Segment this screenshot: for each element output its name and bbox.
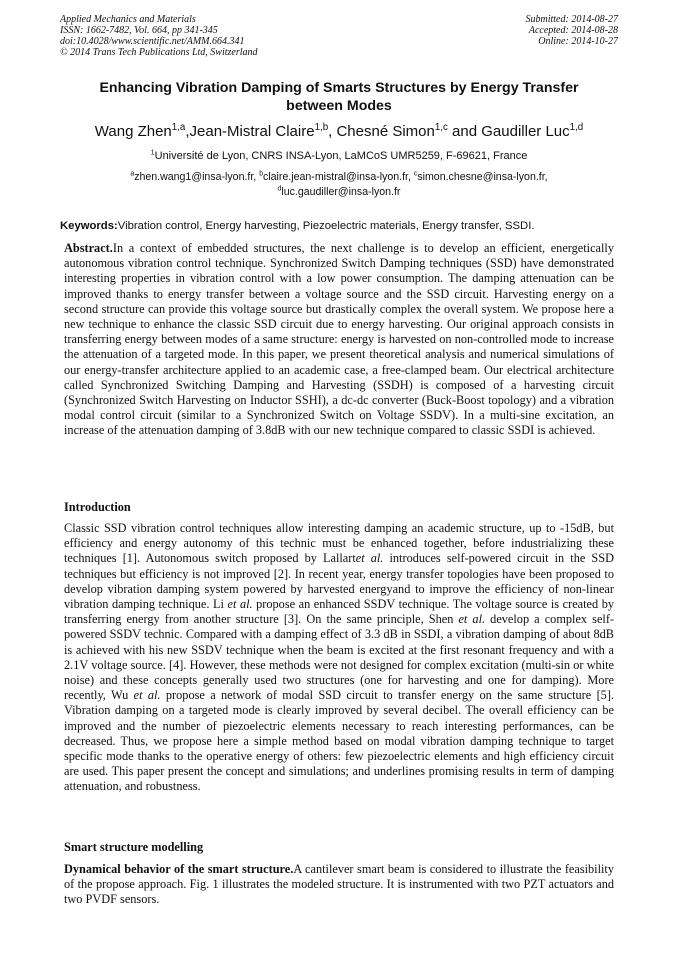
affiliation-text: Université de Lyon, CNRS INSA-Lyon, LaMCoS UMR5259, F-69621, France [154, 150, 528, 162]
smart-structure-paragraph [64, 862, 614, 908]
email-mark: b [259, 170, 264, 178]
author-affiliation-mark: 1,a [171, 122, 186, 133]
email-link[interactable]: zhen.wang1@insa-lyon.fr, [134, 171, 260, 183]
author-name: Jean-Mistral Claire [189, 123, 315, 140]
citation-etal: et al. [458, 612, 486, 627]
paragraph-text: develop a complex self-powered SSDV technic. Compared with a damping effect of 3.3 dB in SSDI, a vibration damping of about 8dB is achieved with his new SSDV technique when the beam is excited at the first resonant frequency and with a 2.1V voltage source. [4]. However, these methods were not designed for complex excitation (multi-sin or white noise) and these concepts generally used two structures (one for harvesting and one for damping). More recently, Wu [64, 612, 615, 703]
abstract-text: In a context of embedded structures, the next challenge is to develop an efficient, energetically autonomous vibration control technique. Synchronized Switch Damping techniques (SSD) have demonstrated interesting properties in vibration control with a low power consumption. The damping attenuation can be improved thanks to energy transfer between a voltage source and the SSD circuit. Harvesting energy on a second structure can provide this voltage source but drastically complex the overall system. We propose here a new technique to enhance the classic SSD circuit due to energy harvesting. Our original approach consists in transferring energy between modes of a same structure: energy is harvested on non-controlled mode to increase the attenuation of a targeted mode. In this paper, we present theoretical analysis and numerical simulations of our energy-transfer architecture applied to an academic case, a free-clamped beam. Our electrical architecture called Synchronized Switching Damping and Harvesting (SSDH) is composed of a harvesting circuit (Synchronized Switch Harvesting on Inductor SSHI), a dc-dc converter (Buck-Boost topology) and a vibration modal control circuit (similar to a Synchronized Switch on Voltage SSDV). In a multi-sine excitation, an increase of the attenuation damping of 3.8dB with our new technique compared to classic SSDI is achieved. [64, 241, 614, 438]
paragraph-text: propose a network of modal SSD circuit to transfer energy on the same structure [5]. Vibration damping on a targeted mode is clearly improved by several decibel. The overall efficiency can be improved and the number of piezoelectric elements necessary to reach interesting performances, can be decreased. Thus, we propose here a simple method based on modal vibration damping technique to target specific mode thanks to the operative energy of others: few piezoelectric elements and high efficiency circuit are used. This paper present the concept and simulations; and underlines promising results in term of damping attenuation, and robustness. [64, 688, 614, 794]
email-mark: c [413, 170, 418, 178]
abstract-label: Abstract. [64, 241, 113, 255]
journal-header-left [60, 14, 258, 58]
keywords-text: Vibration control, Energy harvesting, Piezoelectric materials, Energy transfer, SSDI. [117, 220, 535, 232]
journal-name: Applied Mechanics and Materials [60, 14, 196, 25]
citation-etal: et al. [227, 597, 253, 612]
keywords [60, 219, 618, 233]
author-affiliation-mark: 1,c [434, 122, 448, 133]
paragraph-text: Classic SSD vibration control techniques allow interesting damping an academic structure, up to -15dB, but efficiency and energy autonomy of this technic must be enhanced together, before industrializing these techniques [1]. Autonomous switch proposed by Lallart [64, 521, 614, 566]
paragraph-text: propose an enhanced SSDV technique. The voltage source is created by transferring energy from another structure [3]. On the same principle, Shen [64, 597, 615, 627]
abstract [64, 241, 614, 439]
affiliation [60, 149, 618, 163]
journal-copyright: © 2014 Trans Tech Publications Ltd, Switzerland [60, 47, 258, 58]
journal-doi: doi:10.4028/www.scientific.net/AMM.664.341 [60, 36, 245, 47]
author-affiliation-mark: 1,d [569, 122, 584, 133]
paragraph-text: introduces self-powered circuit in the SSD techniques but efficiency is not improved [2]. In recent year, energy transfer topologies have been proposed to develop vibration damping system powered by harvested energyand to improve the efficiency of non-linear vibration damping technique. Li [64, 551, 614, 612]
subsection-runin-heading: Dynamical behavior of the smart structure. [64, 862, 294, 876]
accepted-date: Accepted: 2014-08-28 [528, 25, 618, 36]
submitted-date: Submitted: 2014-08-27 [525, 14, 618, 25]
section-heading-smart-structure: Smart structure modelling [64, 840, 204, 854]
author-affiliation-mark: 1,b [314, 122, 329, 133]
email-mark: d [277, 185, 282, 193]
email-mark: a [130, 170, 135, 178]
citation-etal: et al. [355, 551, 384, 566]
author-name: Gaudiller Luc [481, 123, 570, 140]
author-name: Wang Zhen [94, 123, 172, 140]
email-link[interactable]: luc.gaudiller@insa-lyon.fr [281, 186, 401, 198]
citation-etal: et al. [133, 688, 161, 703]
email-link[interactable]: simon.chesne@insa-lyon.fr, [417, 171, 548, 183]
section-heading-introduction: Introduction [64, 500, 131, 514]
email-link[interactable]: claire.jean-mistral@insa-lyon.fr, [263, 171, 414, 183]
paragraph-text: A cantilever smart beam is considered to illustrate the feasibility of the propose approach. Fig. 1 illustrates the modeled structure. It is instrumented with two PZT actuators and two PVDF sensors. [64, 862, 614, 907]
author-emails [60, 170, 618, 200]
keywords-label: Keywords: [60, 220, 118, 232]
author-list: Wang Zhen$^{1,a}$,Jean-Mistral Claire$^{1,b}$, Chesné Simon$^{1,c}$ and Gaudiller Luc$^{1,d}$ [94, 122, 584, 140]
online-date: Online: 2014-10-27 [538, 36, 618, 47]
paper-title [60, 79, 618, 115]
journal-header-right [526, 14, 619, 47]
paper-title-line: Enhancing Vibration Damping of Smarts Structures by Energy Transfer [99, 80, 579, 96]
author-name: Chesné Simon [336, 123, 435, 140]
introduction-paragraph [64, 521, 614, 795]
paper-title-line: between Modes [286, 98, 392, 114]
affiliation-mark: 1 [150, 148, 155, 157]
journal-issn: ISSN: 1662-7482, Vol. 664, pp 341-345 [60, 25, 218, 36]
